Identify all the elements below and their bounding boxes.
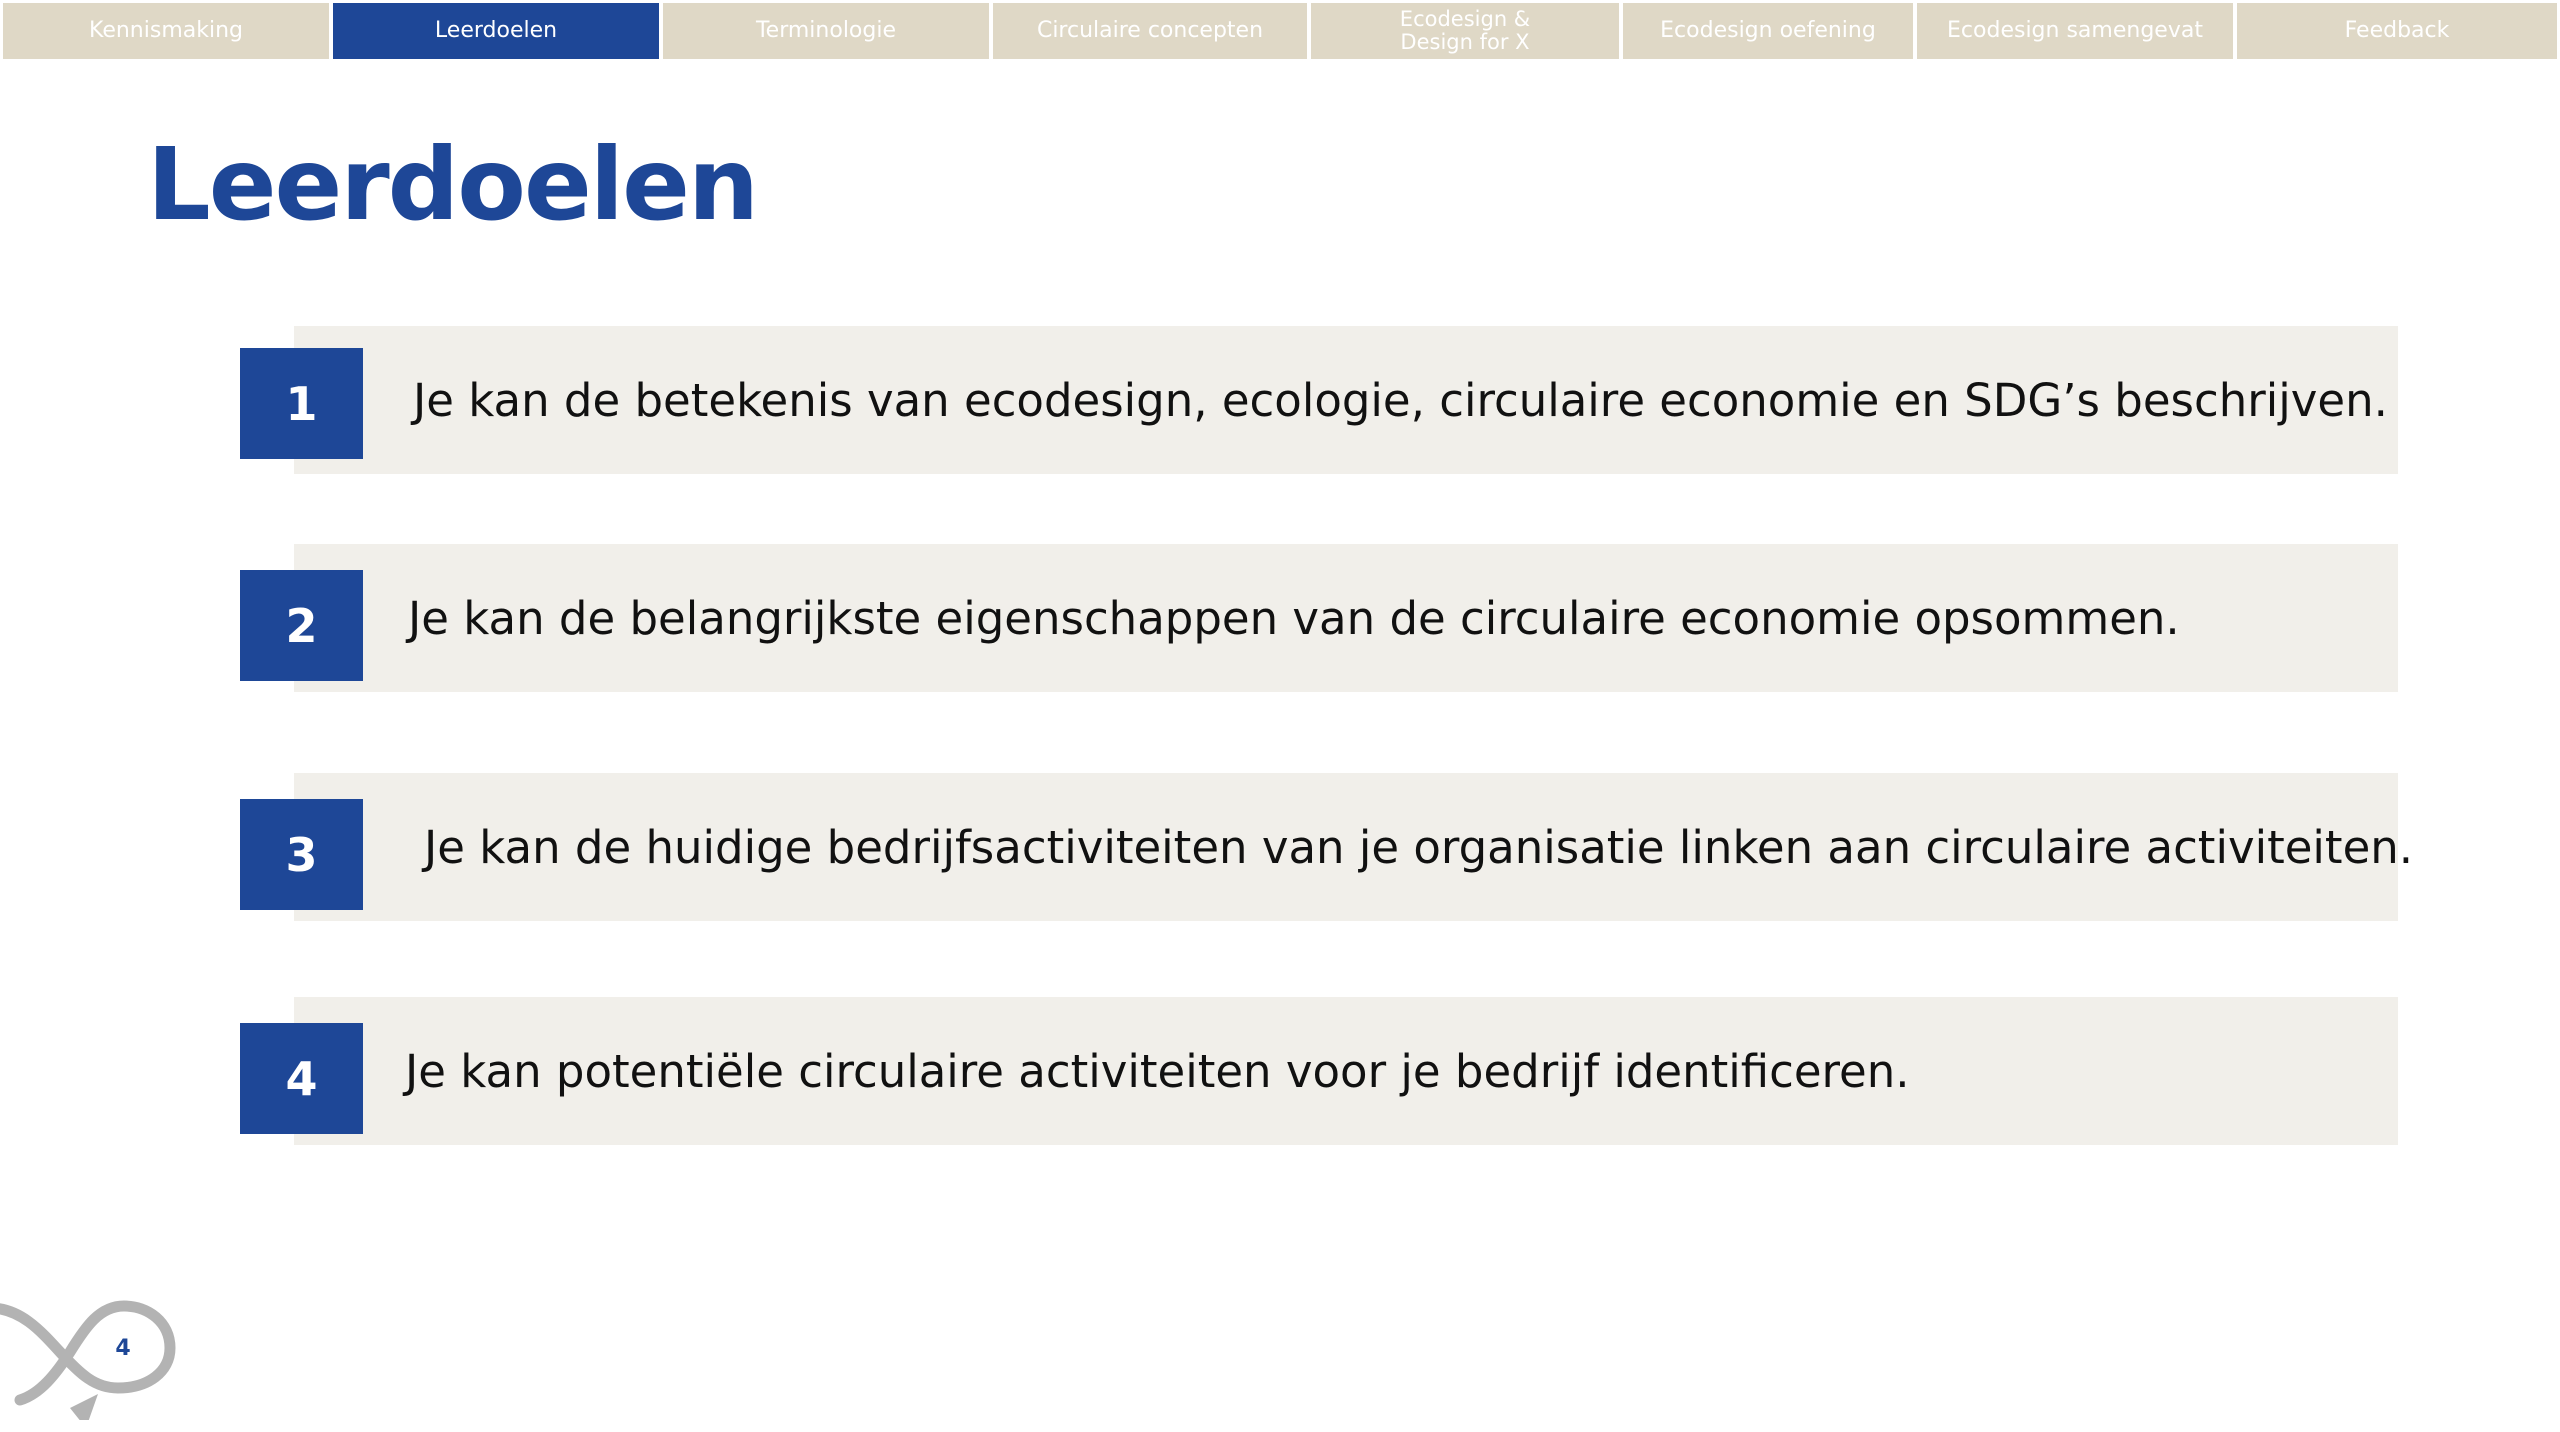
goal-number-badge: 4: [240, 1023, 363, 1134]
tab-feedback[interactable]: Feedback: [2237, 3, 2557, 59]
tab-kennismaking[interactable]: Kennismaking: [3, 3, 329, 59]
page-title: Leerdoelen: [147, 126, 758, 243]
tab-leerdoelen[interactable]: Leerdoelen: [333, 3, 659, 59]
goal-number-badge: 1: [240, 348, 363, 459]
goal-text: Je kan de betekenis van ecodesign, ecologie, circulaire economie en SDG’s beschrijven.: [413, 373, 2388, 427]
goal-number-badge: 2: [240, 570, 363, 681]
tab-ecodesign-design-for-x[interactable]: Ecodesign & Design for X: [1311, 3, 1619, 59]
infinity-loop-arrow-icon: [0, 1290, 190, 1420]
page-number: 4: [115, 1336, 131, 1361]
goal-text: Je kan de huidige bedrijfsactiviteiten van je organisatie linken aan circulaire activiteiten.: [424, 820, 2414, 874]
tab-ecodesign-oefening[interactable]: Ecodesign oefening: [1623, 3, 1913, 59]
tab-terminologie[interactable]: Terminologie: [663, 3, 989, 59]
section-nav: [3, 3, 2557, 59]
tab-ecodesign-samengevat[interactable]: Ecodesign samengevat: [1917, 3, 2233, 59]
goal-text: Je kan de belangrijkste eigenschappen van de circulaire economie opsommen.: [408, 591, 2180, 645]
tab-circulaire-concepten[interactable]: Circulaire concepten: [993, 3, 1307, 59]
goal-number-badge: 3: [240, 799, 363, 910]
goal-text: Je kan potentiële circulaire activiteiten voor je bedrijf identificeren.: [405, 1044, 1910, 1098]
